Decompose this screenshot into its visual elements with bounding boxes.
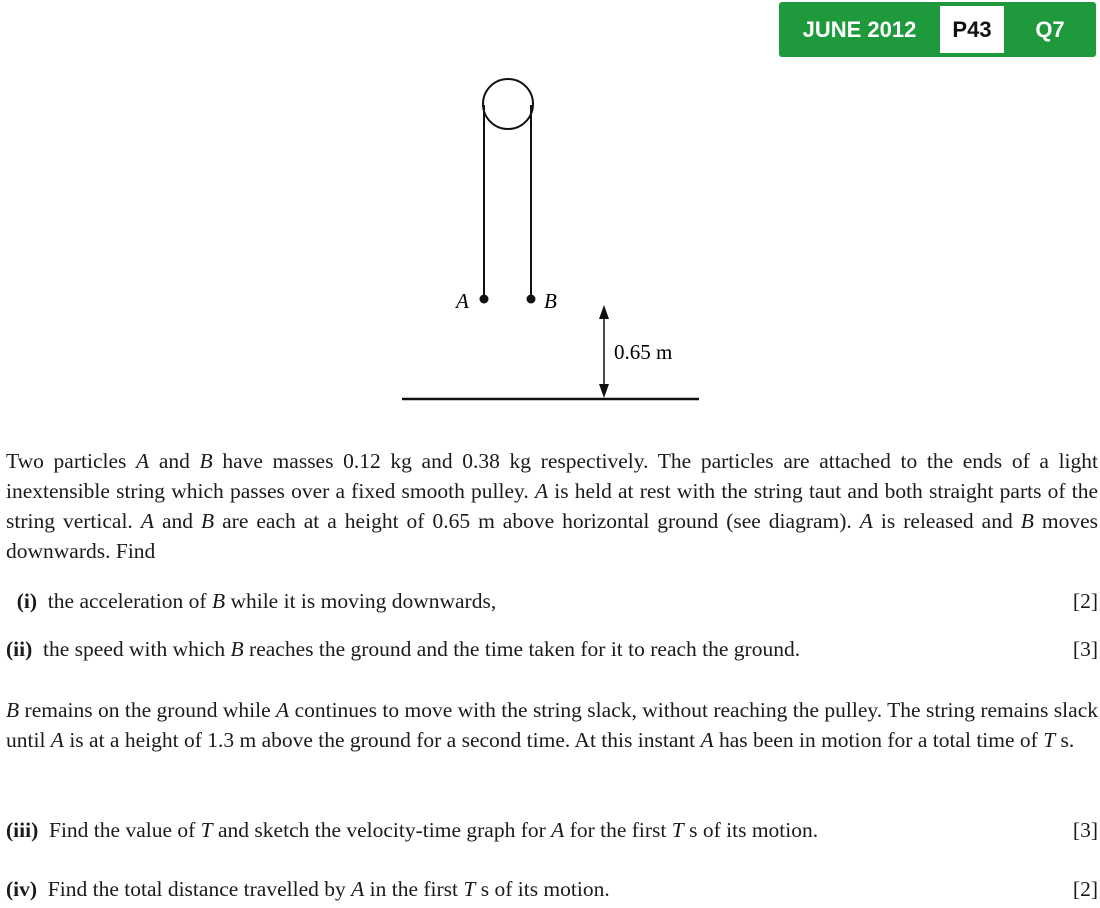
arrow-head-up [599,305,609,319]
question-badge [779,2,1096,57]
question-continuation: B remains on the ground while A continues to move with the string slack, without reaching the pulley. The string remains slack until A is at a height of 1.3 m above the ground for a second time. At this instant A has been in motion for a total time of T s. [6,698,1098,752]
marks: [2] [1072,877,1098,901]
height-label: 0.65 m [614,340,673,364]
marks: [3] [1072,637,1098,661]
part-iii: (iii) Find the value of T and sketch the velocity-time graph for A for the first T s of its motion. [3] [6,815,1098,845]
particle-a-label: A [456,289,469,313]
arrow-head-down [599,384,609,398]
particle-b [527,295,536,304]
pulley-diagram [0,60,1100,410]
part-number: (iii) [6,818,39,842]
question-intro: Two particles A and B have masses 0.12 kg and 0.38 kg respectively. The particles are attached to the ends of a light inextensible string which passes over a fixed smooth pulley. A is held at rest with the string taut and both straight parts of the string vertical. A and B are each at a height of 0.65 m above horizontal ground (see diagram). A is released and B moves downwards. Find [6,449,1099,563]
marks: [2] [1072,589,1098,613]
part-iv: (iv) Find the total distance travelled by A in the first T s of its motion. [2] [6,874,1098,904]
paper-code: P43 [940,6,1004,53]
particle-a [480,295,489,304]
pulley-wheel [483,79,533,129]
part-number: (i) [16,589,38,613]
part-number: (ii) [6,637,33,661]
marks: [3] [1072,818,1098,842]
part-ii: (ii) the speed with which B reaches the ground and the time taken for it to reach the ground. [3] [6,634,1098,664]
part-i: (i) the acceleration of B while it is moving downwards, [2] [6,586,1098,616]
question-number: Q7 [1035,16,1065,42]
part-number: (iv) [6,877,38,901]
exam-date: JUNE 2012 [802,16,917,42]
particle-b-label: B [544,289,557,313]
